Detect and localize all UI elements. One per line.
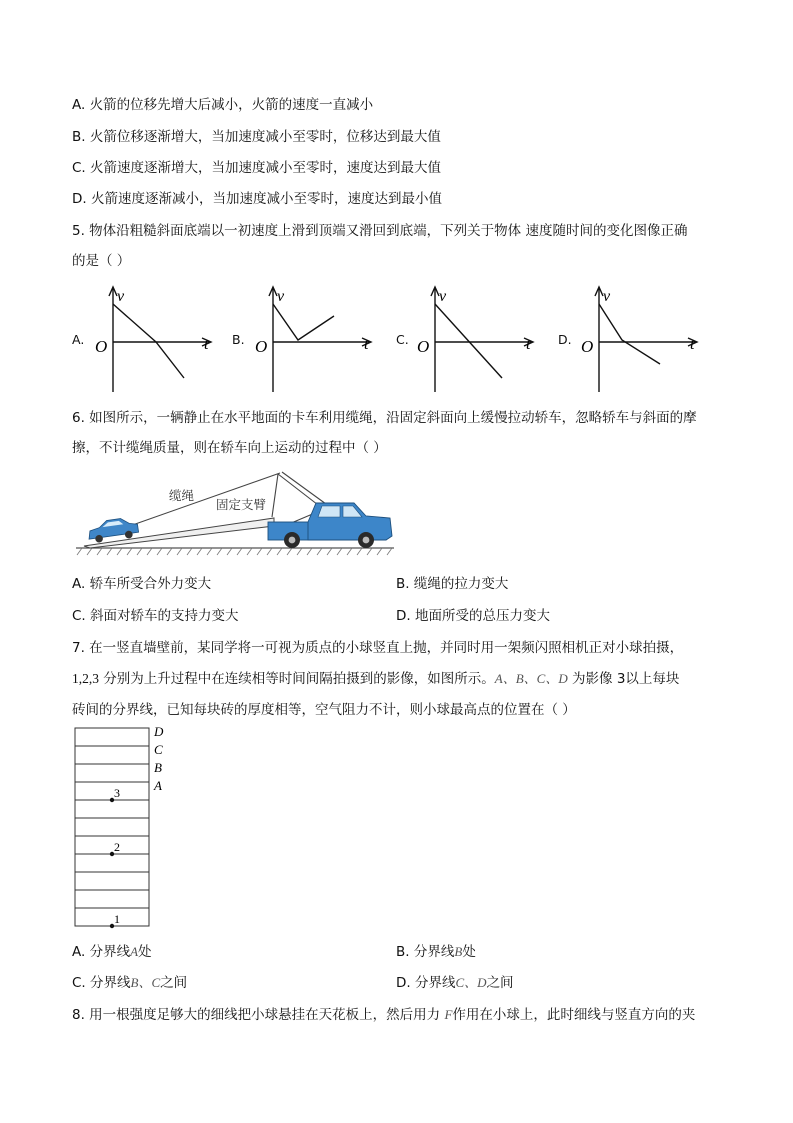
q7-stem-line1: 7. 在一竖直墙壁前，某同学将一可视为质点的小球竖直上抛，并同时用一架频闪照相机正对小球拍摄，: [72, 640, 684, 656]
q5-graph-a[interactable]: [90, 282, 220, 394]
q7-brick-wall: [72, 722, 182, 932]
ground-hatching: [77, 548, 392, 555]
q7-option-c-prefix: C. 分界线: [72, 975, 131, 991]
q7-option-b: [396, 943, 476, 961]
q8-force-letter: F: [444, 1007, 453, 1022]
q5-graph-d[interactable]: [576, 282, 706, 394]
ball-label-2: 2: [114, 840, 120, 854]
q5-a-origin-label: O: [95, 337, 108, 356]
q6-option-b: B. 缆绳的拉力变大: [396, 576, 509, 592]
boundary-label-b: B: [154, 760, 162, 775]
q7-option-c-letters: B、C: [130, 975, 161, 990]
q6-option-c: C. 斜面对轿车的支持力变大: [72, 608, 239, 624]
q5-stem-line1: 5. 物体沿粗糙斜面底端以一初速度上滑到顶端又滑回到底端，下列关于物体 速度随时间的变化图像正确: [72, 223, 688, 239]
q5-stem-line2: 的是（ ）: [72, 253, 131, 269]
boundary-label-c: C: [154, 742, 163, 757]
q7-stem-line3: 砖间的分界线，已知每块砖的厚度相等，空气阻力不计，则小球最高点的位置在（ ）: [72, 702, 576, 718]
q5-graph-b-label: B.: [232, 332, 245, 347]
q7-option-b-letter: B: [454, 944, 463, 959]
q5-a-t-axis-label: t: [204, 336, 209, 353]
q5-b-v-axis-label: v: [277, 288, 285, 305]
q6-figure: [76, 470, 398, 560]
q7-line2-suffix: 为影像 3以上每块: [567, 671, 680, 687]
q7-option-a-letter: A: [130, 944, 139, 959]
q8-line1-suffix: 作用在小球上，此时细线与竖直方向的夹: [452, 1007, 696, 1023]
ball-label-3: 3: [114, 786, 120, 800]
q7-line2-middle: 分别为上升过程中在连续相等时间间隔拍摄到的影像，如图所示。: [99, 671, 495, 687]
q5-graph-c[interactable]: [412, 282, 542, 394]
q5-c-v-axis-label: v: [439, 288, 447, 305]
q5-graph-a-label: A.: [72, 332, 85, 347]
q5-c-origin-label: O: [417, 337, 430, 356]
q5-a-v-axis-label: v: [117, 288, 125, 305]
ball-label-1: 1: [114, 912, 120, 926]
q5-b-t-axis-label: t: [364, 336, 369, 353]
truck: [268, 503, 392, 548]
q5-graph-c-label: C.: [396, 332, 409, 347]
q7-option-d: [396, 974, 514, 992]
q5-d-origin-label: O: [581, 337, 594, 356]
q7-option-d-letters: C、D: [455, 975, 487, 990]
q8-stem-line1: [72, 1006, 695, 1024]
q7-image-numbers: 1,2,3: [72, 671, 99, 686]
q5-graph-d-label: D.: [558, 332, 572, 347]
q5-graph-b[interactable]: [250, 282, 380, 394]
q7-option-d-suffix: 之间: [486, 975, 514, 991]
boundary-label-a: A: [154, 778, 162, 793]
q4-option-b: B. 火箭位移逐渐增大，当加速度减小至零时，位移达到最大值: [72, 129, 441, 145]
q4-option-d: D. 火箭速度逐渐减小，当加速度减小至零时，速度达到最小值: [72, 191, 442, 207]
q7-option-a-prefix: A. 分界线: [72, 944, 131, 960]
q7-stem-line2: [72, 670, 679, 688]
q6-option-d: D. 地面所受的总压力变大: [396, 608, 550, 624]
q7-option-b-prefix: B. 分界线: [396, 944, 455, 960]
q7-option-c: [72, 974, 187, 992]
q8-line1-prefix: 8. 用一根强度足够大的细线把小球悬挂在天花板上，然后用力: [72, 1007, 445, 1023]
q5-b-origin-label: O: [255, 337, 268, 356]
boundary-label-d: D: [154, 724, 164, 739]
q6-option-a: A. 轿车所受合外力变大: [72, 576, 212, 592]
q7-option-a-suffix: 处: [138, 944, 152, 960]
q6-stem-line1: 6. 如图所示，一辆静止在水平地面的卡车利用缆绳，沿固定斜面向上缓慢拉动轿车，忽略轿车与斜面的摩: [72, 410, 697, 426]
q5-d-t-axis-label: t: [690, 336, 695, 353]
q7-line2-letters: A、B、C、D: [494, 671, 568, 686]
arm-label: 固定支臂: [216, 497, 267, 512]
rope-label: 缆绳: [169, 488, 195, 503]
q7-option-a: [72, 943, 152, 961]
q6-stem-line2: 擦，不计缆绳质量，则在轿车向上运动的过程中（ ）: [72, 440, 387, 456]
q7-option-d-prefix: D. 分界线: [396, 975, 456, 991]
q5-c-t-axis-label: t: [526, 336, 531, 353]
q7-option-b-suffix: 处: [462, 944, 476, 960]
q4-option-c: C. 火箭速度逐渐增大，当加速度减小至零时，速度达到最大值: [72, 160, 442, 176]
q7-option-c-suffix: 之间: [160, 975, 188, 991]
q5-d-v-axis-label: v: [603, 288, 611, 305]
q4-option-a: A. 火箭的位移先增大后减小，火箭的速度一直减小: [72, 97, 374, 113]
